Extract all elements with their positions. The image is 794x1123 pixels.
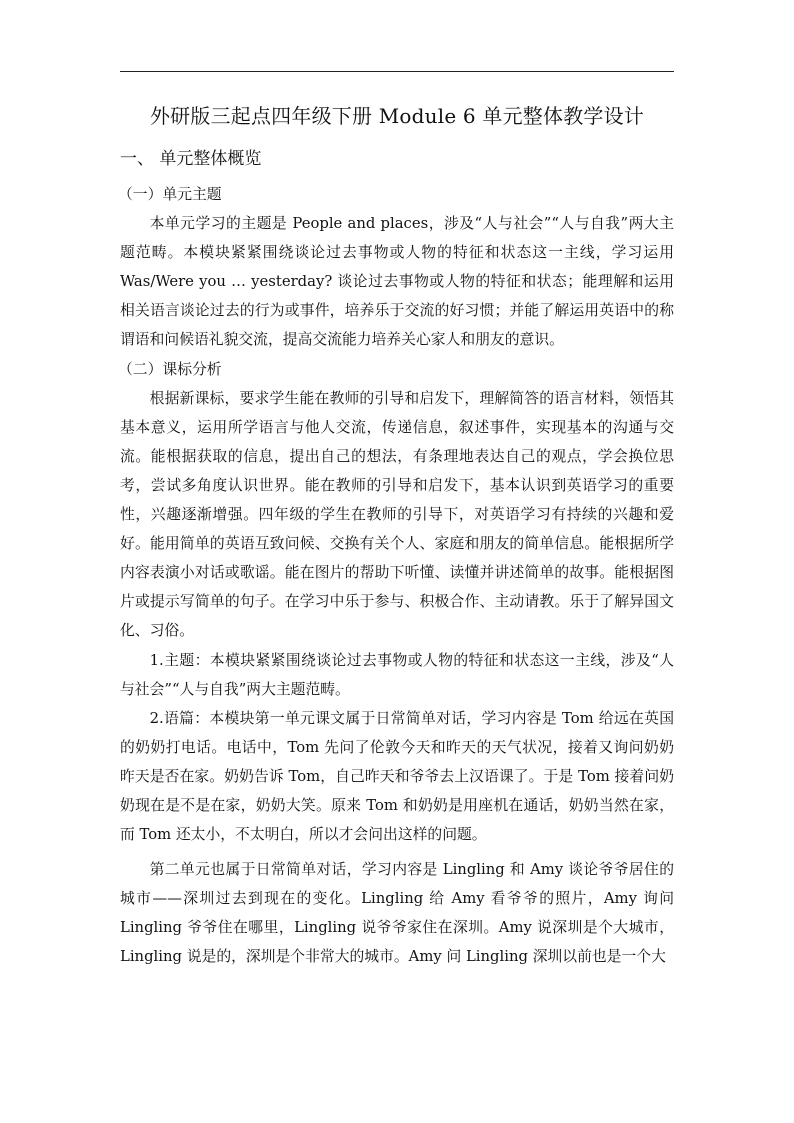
paragraph-theme: 本单元学习的主题是 People and places，涉及“人与社会”“人与自我”两大主题范畴。本模块紧紧围绕谈论过去事物或人物的特征和状态这一主线，学习运用 Was/Were you … yesterday? 谈论过去事物或人物的特征和状态；能理解和运用相关语言谈论过去的行为或事件，培养乐于交流的好习惯；并能了解运用英语中的称谓语和问候语礼貌交流，提高交流能力培养关心家人和朋友的意识。 (120, 215, 674, 349)
document-body (120, 180, 674, 972)
header-rule (120, 71, 674, 72)
paragraph-point-discourse: 2.语篇：本模块第一单元课文属于日常简单对话，学习内容是 Tom 给远在英国的奶奶打电话。电话中，Tom 先问了伦敦今天和昨天的天气状况，接着又询问奶奶昨天是否在家。奶奶告诉 Tom，自己昨天和爷爷去上汉语课了。于是 Tom 接着问奶奶现在是不是在家，奶奶大笑。原来 Tom 和奶奶是用座机在通话，奶奶当然在家，而 Tom 还太小，不太明白，所以才会问出这样的问题。 (120, 709, 674, 844)
section-heading-overview: 一、 单元整体概览 (120, 149, 262, 169)
document-title: 外研版三起点四年级下册 Module 6 单元整体教学设计 (149, 104, 645, 128)
subsection-heading-curriculum: （二）课标分析 (118, 360, 222, 378)
paragraph-point-theme: 1.主题：本模块紧紧围绕谈论过去事物或人物的特征和状态这一主线，涉及“人与社会”“人与自我”两大主题范畴。 (120, 651, 674, 698)
subsection-heading-theme: （一）单元主题 (118, 186, 222, 203)
paragraph-curriculum: 根据新课标，要求学生能在教师的引导和启发下，理解简答的语言材料，领悟其基本意义，运用所学语言与他人交流，传递信息，叙述事件，实现基本的沟通与交流。能根据获取的信息，提出自己的想法，有条理地表达自己的观点，学会换位思考，尝试多角度认识世界。能在教师的引导和启发下，基本认识到英语学习的重要性，兴趣逐渐增强。四年级的学生在教师的引导下，对英语学习有持续的兴趣和爱好。能用简单的英语互致问候、交换有关个人、家庭和朋友的简单信息。能根据所学内容表演小对话或歌谣。能在图片的帮助下听懂、读懂并讲述简单的故事。能根据图片或提示写简单的句子。在学习中乐于参与、积极合作、主动请教。乐于了解异国文化、习俗。 (120, 389, 674, 640)
paragraph-unit2: 第二单元也属于日常简单对话，学习内容是 Lingling 和 Amy 谈论爷爷居住的城市——深圳过去到现在的变化。Lingling 给 Amy 看爷爷的照片，Amy 询问 Lingling 爷爷住在哪里，Lingling 说爷爷家住在深圳。Amy 说深圳是个大城市，Lingling 说是的，深圳是个非常大的城市。Amy 问 Lingling 深圳以前也是一个大 (120, 861, 674, 966)
